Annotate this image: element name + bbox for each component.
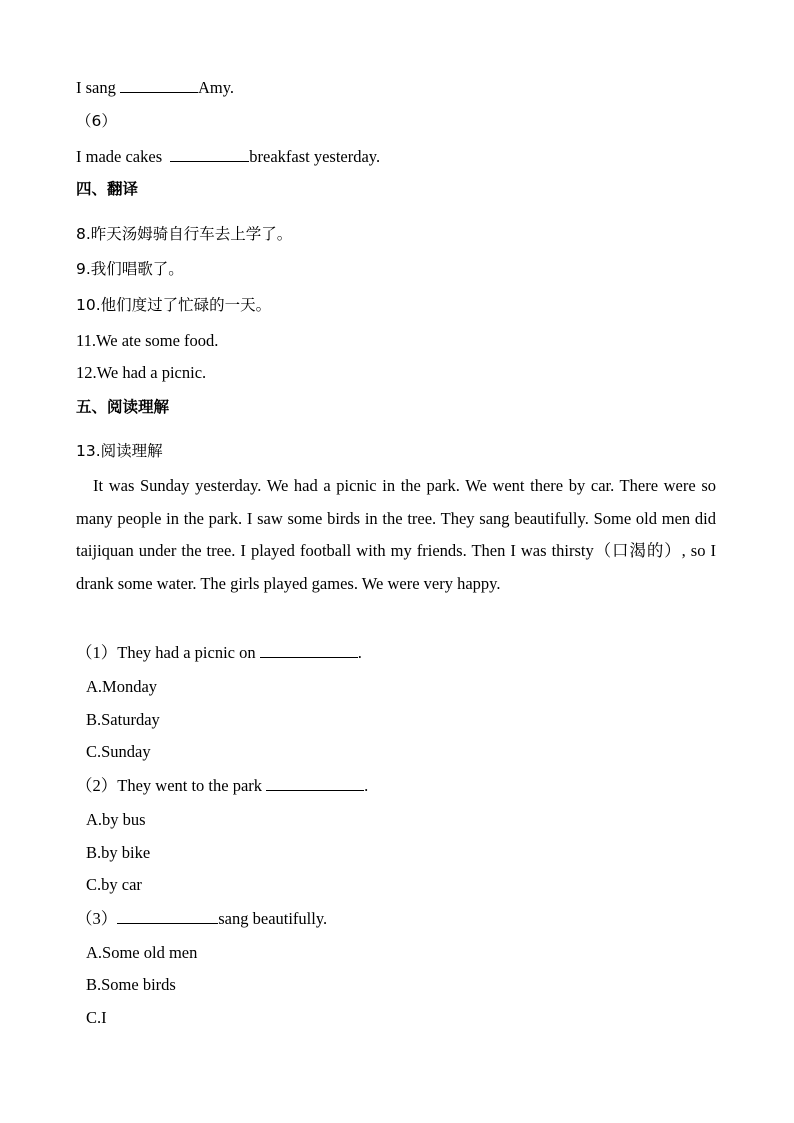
fill-in-line-2-after: breakfast yesterday. — [249, 147, 381, 166]
question-1-option-c: C.Sunday — [86, 742, 151, 761]
question-1-option-b: B.Saturday — [86, 710, 160, 729]
question-2-option-b: B.by bike — [86, 843, 151, 862]
reading-passage — [76, 470, 716, 600]
question-2-option-a: A.by bus — [86, 810, 146, 829]
question-3-option-b: B.Some birds — [86, 975, 176, 994]
fill-in-line-2-before: I made cakes — [76, 147, 167, 166]
section-4-heading: 四、翻译 — [76, 180, 139, 198]
reading-passage-text: It was Sunday yesterday. We had a picnic in the park. We went there by car. There were so many people in the park. I saw some birds in the tree. They sang beautifully. Some old men did taijiquan under the tree. I played football with my friends. Then I was thirsty（口渴的）, so I drank some water. The girls played games. We were very happy. — [76, 476, 716, 593]
translation-item-10: 10.他们度过了忙碌的一天。 — [76, 296, 272, 314]
question-2-suffix: . — [364, 776, 369, 795]
question-1 — [76, 641, 362, 664]
fill-in-line-1-before: I sang — [76, 78, 120, 97]
question-2 — [76, 774, 368, 797]
question-2-option-c: C.by car — [86, 875, 142, 894]
question-1-option-a: A.Monday — [86, 677, 158, 696]
question-2-prefix: （2）They went to the park — [76, 776, 267, 795]
answer-blank[interactable] — [260, 641, 358, 658]
translation-item-9: 9.我们唱歌了。 — [76, 260, 184, 278]
question-3 — [76, 907, 327, 930]
question-1-suffix: . — [357, 643, 362, 662]
answer-blank[interactable] — [117, 907, 218, 924]
answer-blank[interactable] — [266, 774, 364, 791]
fill-in-line-1 — [76, 76, 234, 99]
question-13-label: 13.阅读理解 — [76, 442, 163, 460]
fill-in-line-1-after: Amy. — [198, 78, 235, 97]
translation-item-12: 12.We had a picnic. — [76, 363, 207, 382]
question-1-prefix: （1）They had a picnic on — [76, 643, 260, 662]
question-3-option-a: A.Some old men — [86, 943, 198, 962]
translation-item-11: 11.We ate some food. — [76, 331, 219, 350]
fill-in-line-2 — [76, 145, 380, 168]
translation-item-8: 8.昨天汤姆骑自行车去上学了。 — [76, 225, 293, 243]
section-5-heading: 五、阅读理解 — [76, 398, 170, 416]
question-3-option-c: C.I — [86, 1008, 107, 1027]
question-6-label: （6） — [76, 112, 117, 130]
question-3-prefix: （3） — [76, 909, 118, 928]
question-3-suffix: sang beautifully. — [218, 909, 328, 928]
answer-blank[interactable] — [120, 76, 198, 93]
answer-blank[interactable] — [170, 145, 249, 162]
